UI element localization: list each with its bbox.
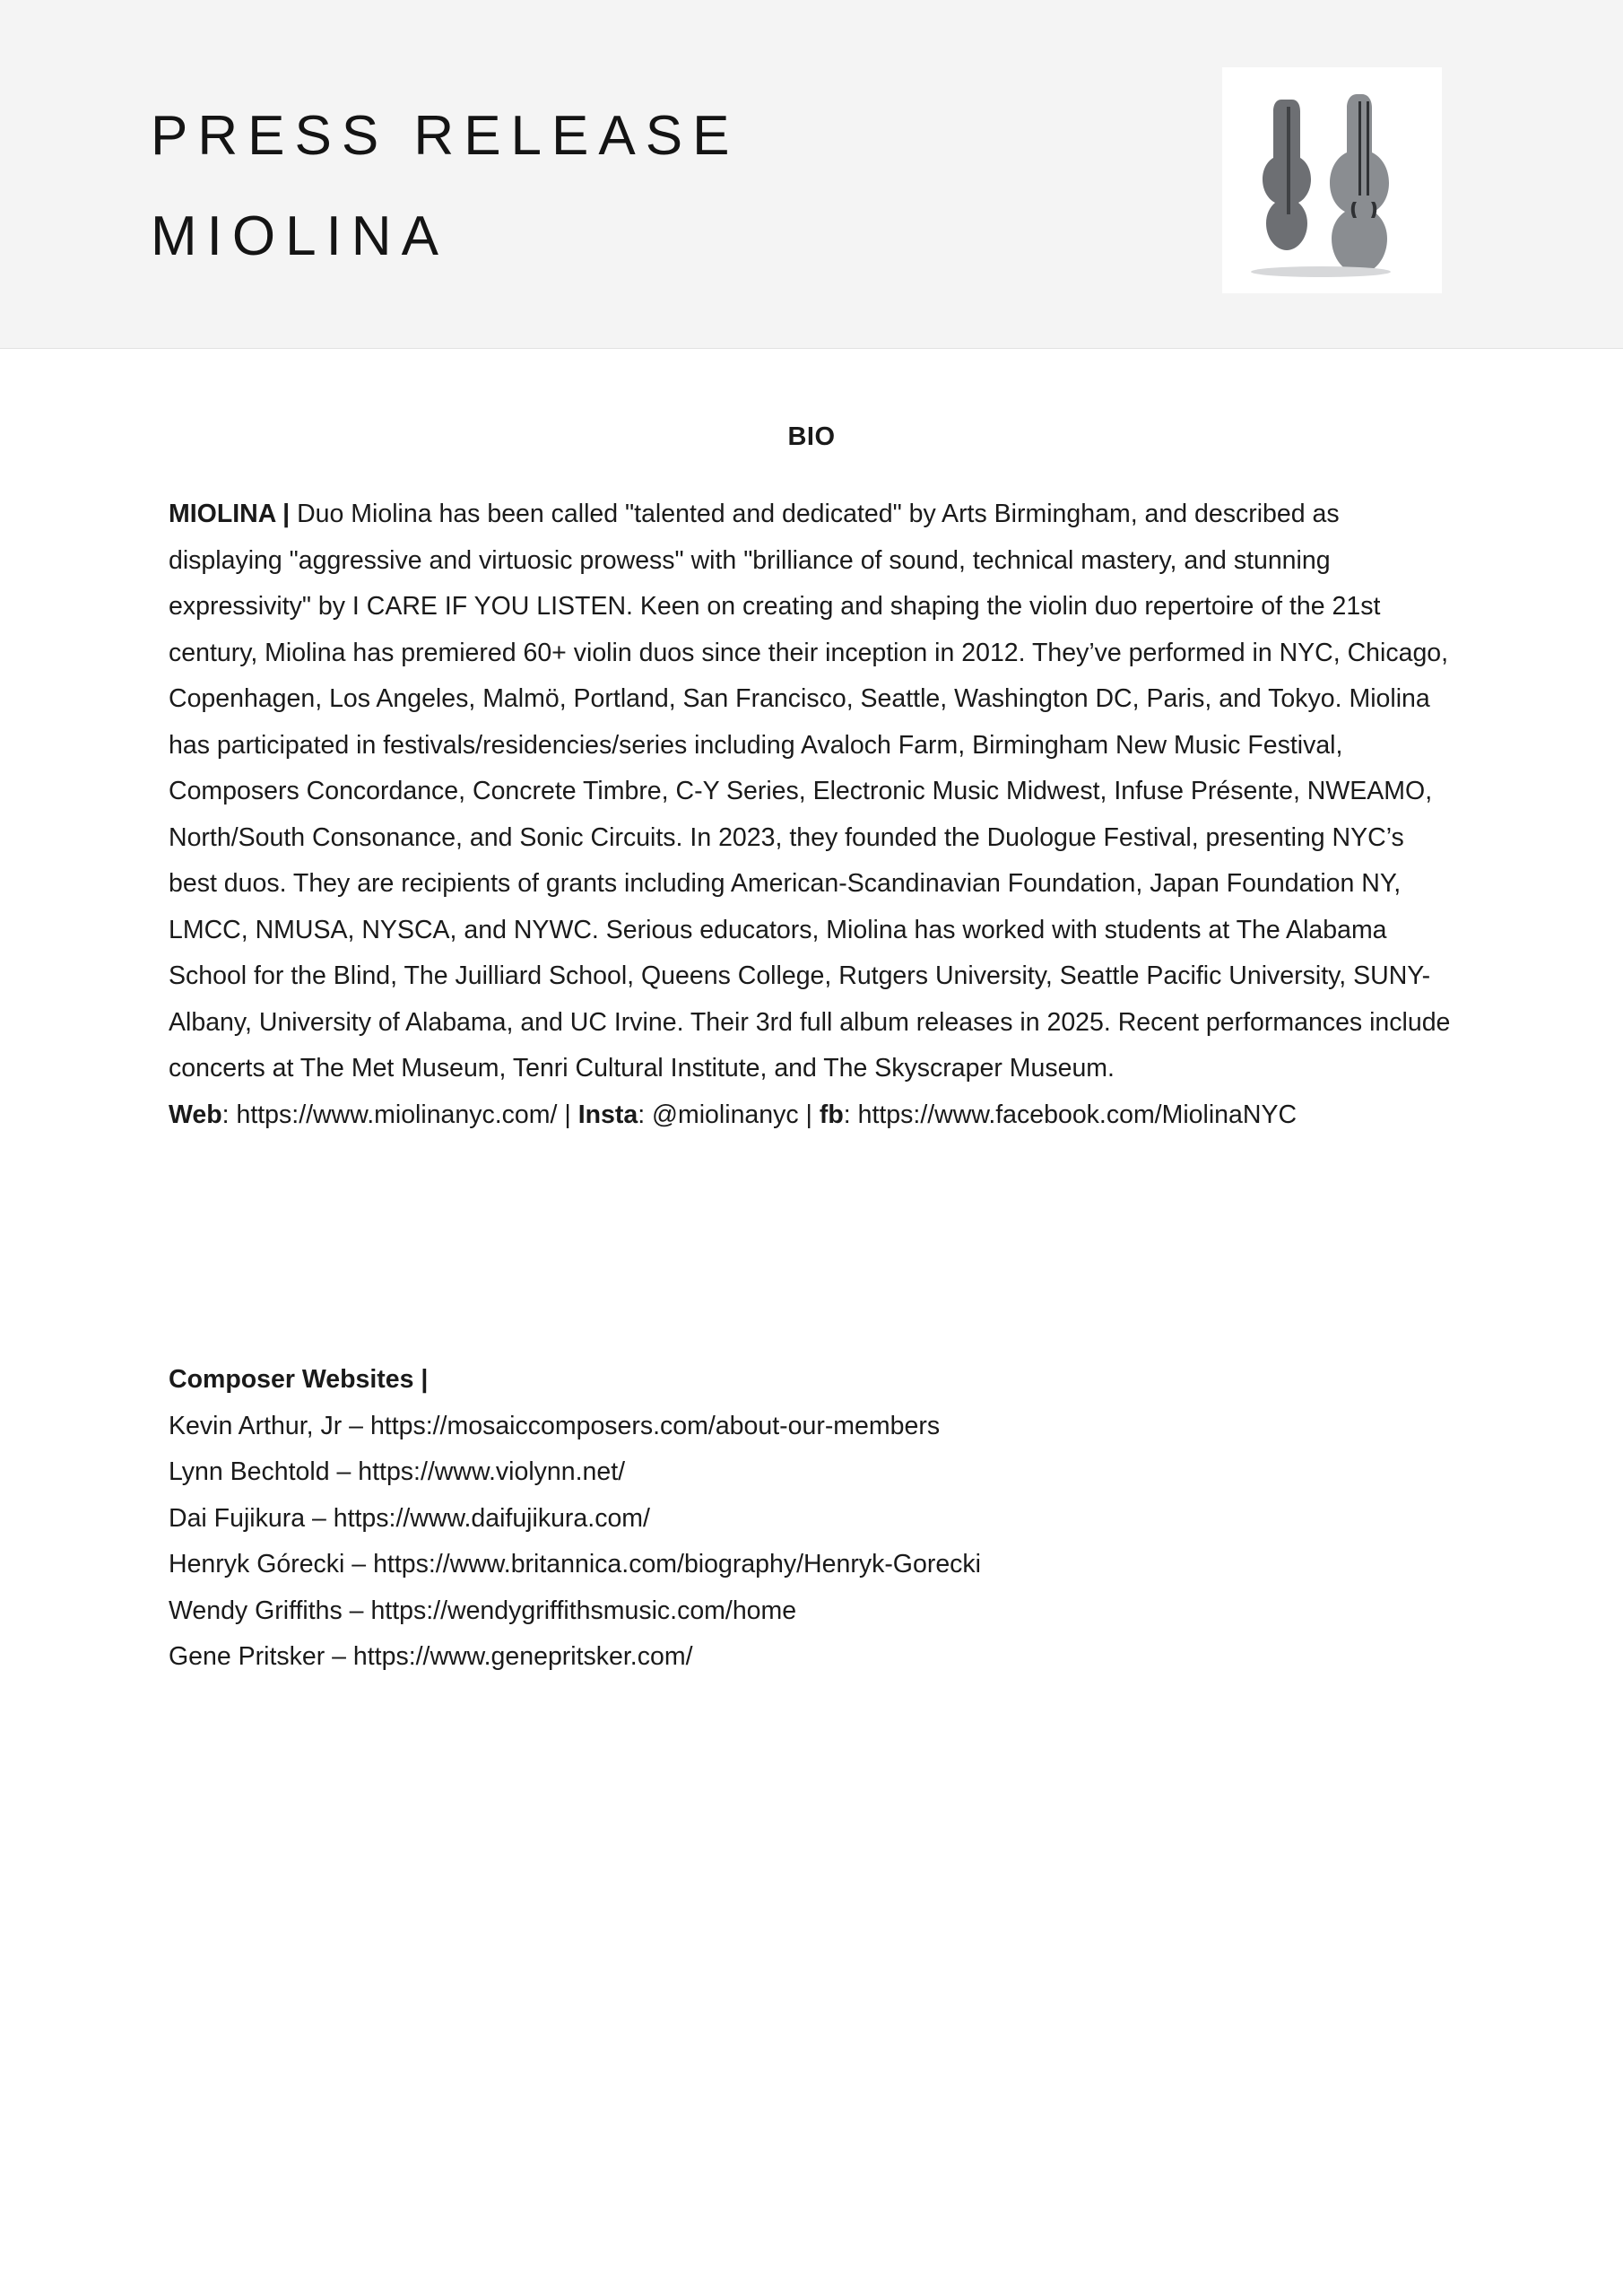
bio-paragraph — [169, 491, 1457, 1138]
composer-websites-title: Composer Websites | — [169, 1365, 429, 1394]
header-titles — [151, 86, 739, 287]
composer-link-row[interactable]: Dai Fujikura – https://www.daifujikura.com/ — [169, 1503, 650, 1533]
composer-link-row[interactable]: Gene Pritsker – https://www.genepritsker.com/ — [169, 1642, 693, 1671]
composer-websites-section — [169, 1357, 1457, 1681]
insta-label: Insta — [577, 1100, 638, 1129]
composer-link-row[interactable]: Henryk Górecki – https://www.britannica.com/biography/Henryk-Gorecki — [169, 1550, 982, 1578]
composer-link-row[interactable]: Kevin Arthur, Jr – https://mosaiccomposers.com/about-our-members — [169, 1411, 941, 1440]
bio-paragraph-text: Duo Miolina has been called "talented and dedicated" by Arts Birmingham, and described as displaying "aggressive and virtuosic prowess" with "brilliance of sound, technical mastery, and stunning expressivity" by I CARE IF YOU LISTEN. Keen on creating and shaping the violin duo repertoire of the 21st century, Miolina has premiered 60+ violin duos since their inception in 2012. They’ve performed in NYC, Chicago, Copenhagen, Los Angeles, Malmö, Portland, San Francisco, Seattle, Washington DC, Paris, and Tokyo. Miolina has participated in festivals/residencies/series including Avaloch Farm, Birmingham New Music Festival, Composers Concordance, Concrete Timbre, C-Y Series, Electronic Music Midwest, Infuse Présente, NWEAMO, North/South Consonance, and Sonic Circuits. In 2023, they founded the Duologue Festival, presenting NYC’s best duos. They are recipients of grants including American-Scandinavian Foundation, Japan Foundation NY, LMCC, NMUSA, NYSCA, and NYWC. Serious educators, Miolina has worked with students at The Alabama School for the Blind, The Juilliard School, Queens College, Rutgers University, Seattle Pacific University, SUNY-Albany, University of Alabama, and UC Irvine. Their 3rd full album releases in 2025. Recent performances include concerts at The Met Museum, Tenri Cultural Institute, and The Skyscraper Museum. — [169, 500, 1451, 1083]
composer-link-row[interactable]: Lynn Bechtold – https://www.violynn.net/ — [169, 1457, 626, 1486]
bio-links-line — [169, 1100, 1297, 1129]
bio-section-heading: BIO — [787, 422, 836, 451]
violins-illustration-icon — [1222, 67, 1442, 293]
fb-url[interactable]: : https://www.facebook.com/MiolinaNYC — [843, 1100, 1298, 1129]
composer-link-row[interactable]: Wendy Griffiths – https://wendygriffithsmusic.com/home — [169, 1596, 797, 1625]
header-band — [0, 0, 1623, 349]
bio-lead-label: MIOLINA | — [169, 500, 291, 528]
web-label: Web — [169, 1100, 222, 1129]
fb-label: fb — [819, 1100, 844, 1129]
violins-photo — [1222, 67, 1442, 293]
document-body — [0, 348, 1623, 1671]
page-title-line-1: PRESS RELEASE — [151, 105, 740, 167]
insta-handle[interactable]: : @miolinanyc | — [638, 1100, 820, 1129]
page-title-line-2: MIOLINA — [151, 205, 448, 267]
web-url[interactable]: : https://www.miolinanyc.com/ | — [221, 1100, 578, 1129]
